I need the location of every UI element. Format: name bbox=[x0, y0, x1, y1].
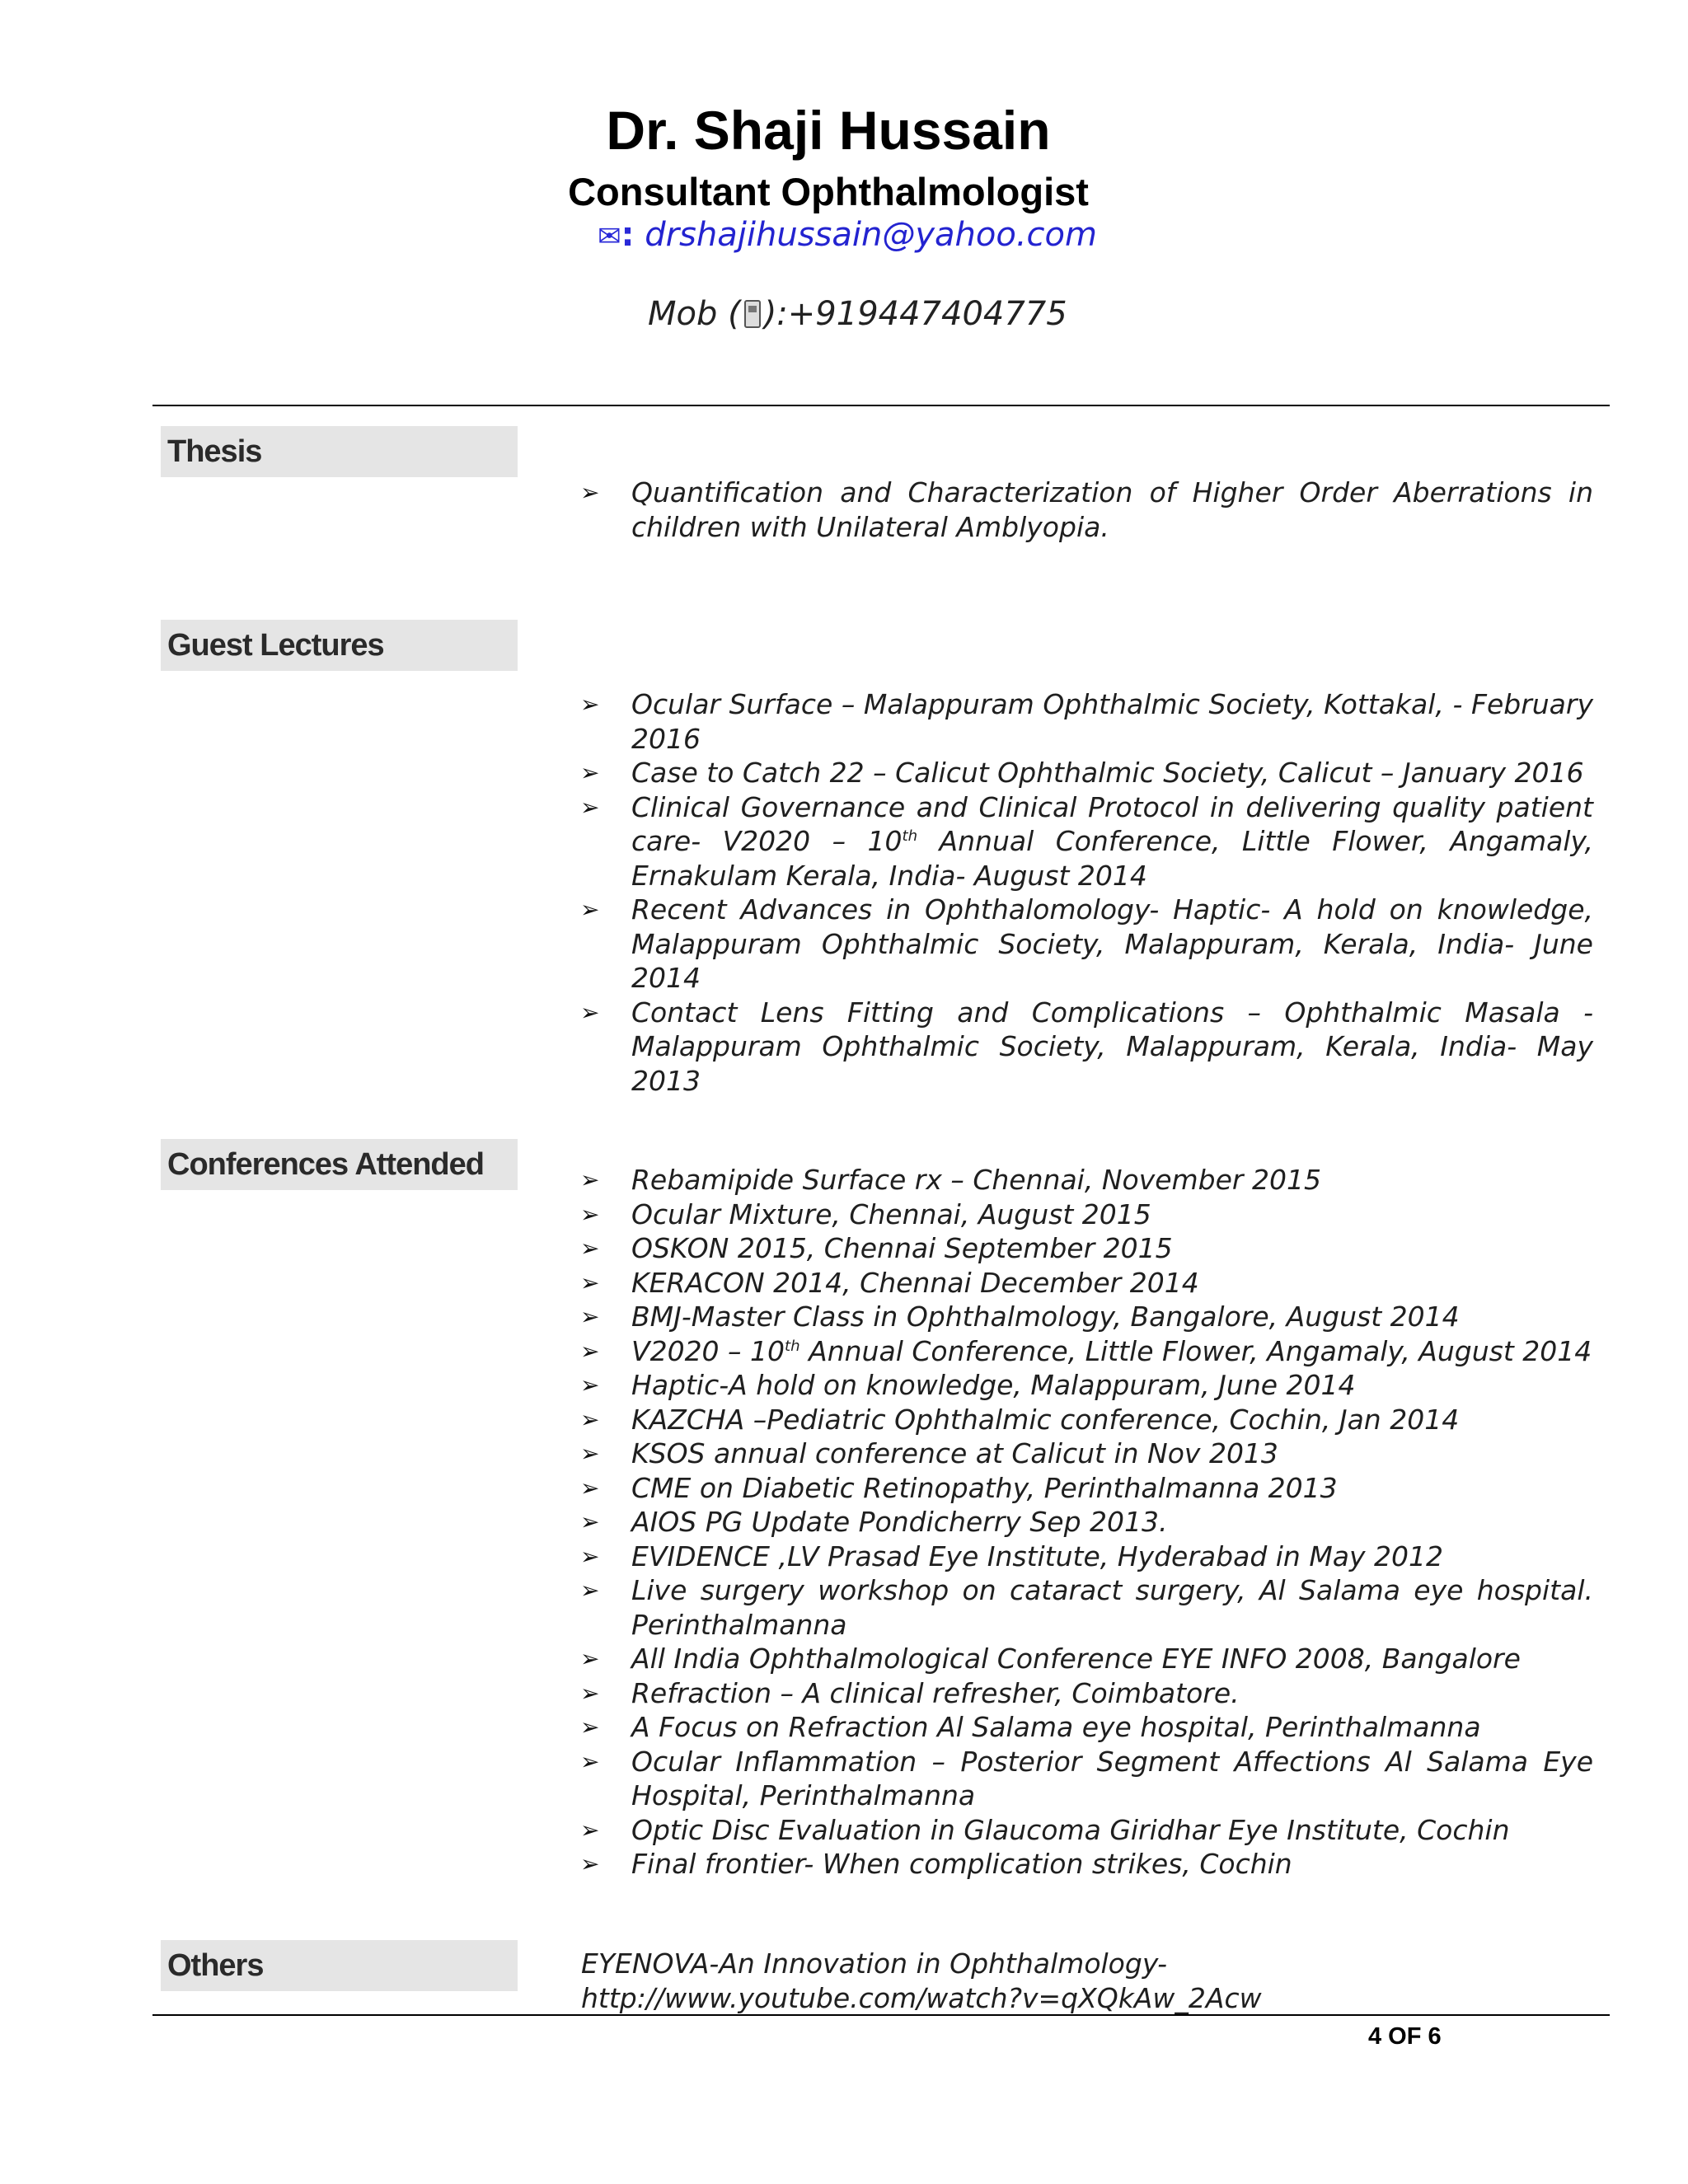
mobile-number: ):+919447404775 bbox=[763, 295, 1067, 333]
list-item: ➢ Live surgery workshop on cataract surgery, Al Salama eye hospital. Perinthalmanna bbox=[577, 1573, 1593, 1642]
section-label-conferences: Conferences Attended bbox=[161, 1139, 518, 1190]
others-text bbox=[581, 1947, 1603, 2015]
candidate-title: Consultant Ophthalmologist bbox=[568, 170, 1089, 213]
email-link[interactable]: drshajihussain@yahoo.com bbox=[645, 216, 1097, 254]
others-line-1: EYENOVA-An Innovation in Ophthalmology- bbox=[581, 1947, 1168, 1980]
list-item: ➢ A Focus on Refraction Al Salama eye hospital, Perinthalmanna bbox=[577, 1710, 1593, 1745]
section-label-thesis: Thesis bbox=[161, 426, 518, 477]
page-number: 4 OF 6 bbox=[1368, 2023, 1442, 2050]
envelope-icon: ✉ bbox=[598, 220, 621, 253]
list-item: ➢ Recent Advances in Ophthalomology- Haptic- A hold on knowledge, Malappuram Ophthalmic Society, Malappuram, Kerala, India- June 2014 bbox=[577, 893, 1593, 996]
list-item: ➢ CME on Diabetic Retinopathy, Perinthalmanna 2013 bbox=[577, 1471, 1593, 1506]
list-item: ➢ All India Ophthalmological Conference EYE INFO 2008, Bangalore bbox=[577, 1642, 1593, 1676]
section-label-others: Others bbox=[161, 1940, 518, 1991]
email-line bbox=[598, 216, 1097, 254]
header-divider bbox=[152, 405, 1610, 406]
list-item: ➢ Haptic-A hold on knowledge, Malappuram, June 2014 bbox=[577, 1368, 1593, 1403]
list-item: ➢ EVIDENCE ,LV Prasad Eye Institute, Hyderabad in May 2012 bbox=[577, 1540, 1593, 1574]
email-separator: : bbox=[621, 216, 635, 254]
list-item: ➢ Optic Disc Evaluation in Glaucoma Giridhar Eye Institute, Cochin bbox=[577, 1813, 1593, 1848]
conferences-list bbox=[577, 1163, 1593, 1882]
section-label-guest-lectures: Guest Lectures bbox=[161, 620, 518, 671]
list-item: ➢ Quantification and Characterization of Higher Order Aberrations in children with Unilateral Amblyopia. bbox=[577, 476, 1593, 544]
list-item: ➢ AIOS PG Update Pondicherry Sep 2013. bbox=[577, 1505, 1593, 1540]
list-item: ➢ KAZCHA –Pediatric Ophthalmic conference, Cochin, Jan 2014 bbox=[577, 1403, 1593, 1437]
mobile-phone-icon bbox=[744, 300, 761, 328]
mobile-line bbox=[648, 295, 1067, 333]
list-item: ➢ KERACON 2014, Chennai December 2014 bbox=[577, 1266, 1593, 1301]
list-item: ➢ KSOS annual conference at Calicut in Nov 2013 bbox=[577, 1436, 1593, 1471]
list-item: ➢ Refraction – A clinical refresher, Coimbatore. bbox=[577, 1676, 1593, 1711]
list-item: ➢ Ocular Mixture, Chennai, August 2015 bbox=[577, 1197, 1593, 1232]
list-item: ➢ Ocular Inflammation – Posterior Segment Affections Al Salama Eye Hospital, Perinthalmanna bbox=[577, 1745, 1593, 1813]
thesis-list bbox=[577, 476, 1593, 544]
list-item: ➢ Case to Catch 22 – Calicut Ophthalmic Society, Calicut – January 2016 bbox=[577, 756, 1593, 790]
mobile-prefix: Mob ( bbox=[648, 295, 741, 333]
list-item: ➢ Contact Lens Fitting and Complications – Ophthalmic Masala - Malappuram Ophthalmic Society, Malappuram, Kerala, India- May 2013 bbox=[577, 996, 1593, 1099]
youtube-link[interactable]: http://www.youtube.com/watch?v=qXQkAw_2Acw bbox=[581, 1981, 1262, 2014]
candidate-name: Dr. Shaji Hussain bbox=[606, 100, 1051, 161]
list-item: ➢ Ocular Surface – Malappuram Ophthalmic Society, Kottakal, - February 2016 bbox=[577, 687, 1593, 756]
list-item: ➢ OSKON 2015, Chennai September 2015 bbox=[577, 1231, 1593, 1266]
list-item: ➢ V2020 – 10th Annual Conference, Little Flower, Angamaly, August 2014 bbox=[577, 1334, 1593, 1369]
list-item: ➢ Final frontier- When complication strikes, Cochin bbox=[577, 1847, 1593, 1882]
footer-divider bbox=[152, 2014, 1610, 2016]
list-item: ➢ Rebamipide Surface rx – Chennai, November 2015 bbox=[577, 1163, 1593, 1197]
guest-lectures-list bbox=[577, 687, 1593, 1098]
list-item: ➢ Clinical Governance and Clinical Protocol in delivering quality patient care- V2020 – 10th Annual Conference, Little Flower, Angamaly, Ernakulam Kerala, India- August 2014 bbox=[577, 790, 1593, 893]
list-item: ➢ BMJ-Master Class in Ophthalmology, Bangalore, August 2014 bbox=[577, 1300, 1593, 1334]
